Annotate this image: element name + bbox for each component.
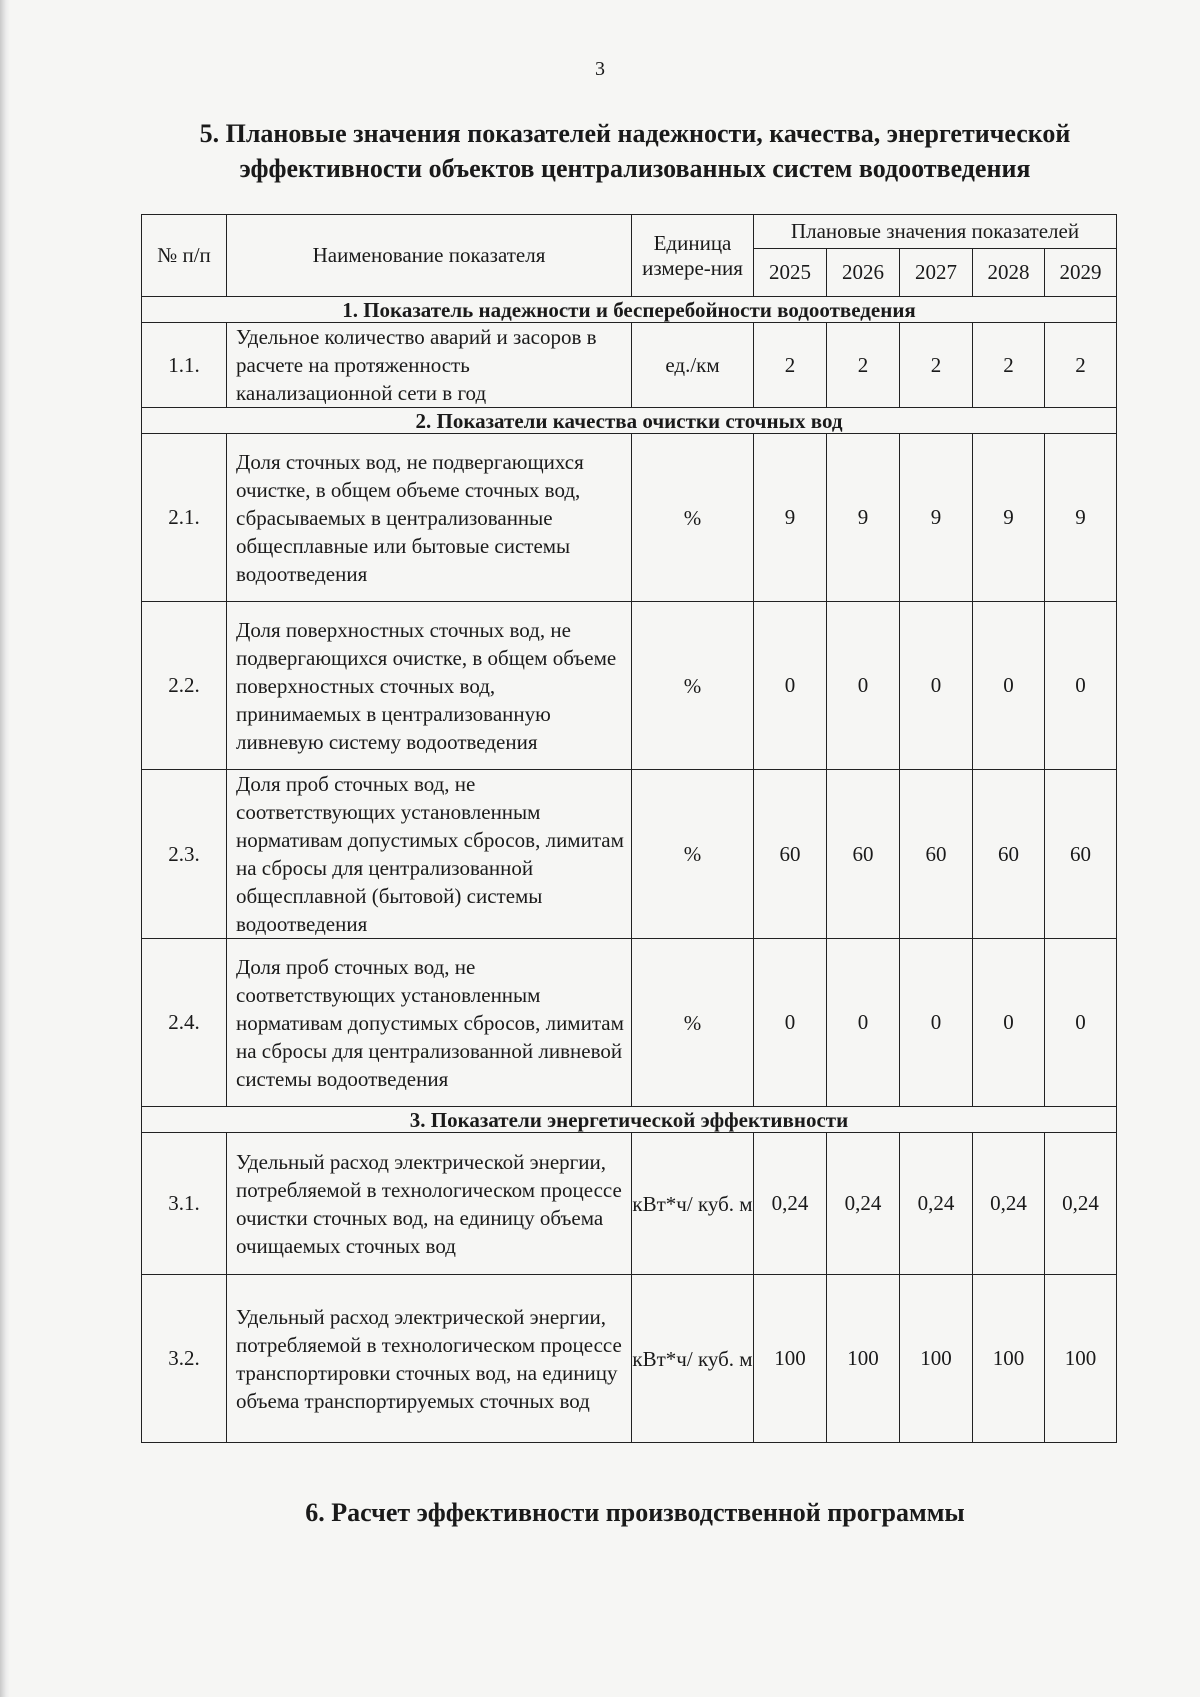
table-row	[142, 1275, 1117, 1443]
group-row-quality	[142, 408, 1117, 434]
row-name: Доля поверхностных сточных вод, не подвергающихся очистке, в общем объеме поверхностных сточных вод, принимаемых в централизованную ливневую систему водоотведения	[227, 602, 632, 770]
row-value: 60	[900, 770, 973, 939]
row-value: 0,24	[900, 1133, 973, 1275]
row-value: 60	[973, 770, 1045, 939]
header-name: Наименование показателя	[227, 215, 632, 297]
row-value: 60	[827, 770, 900, 939]
row-value: 0	[900, 939, 973, 1107]
header-year: 2025	[754, 249, 827, 297]
group-title: 2. Показатели качества очистки сточных вод	[142, 408, 1117, 434]
row-value: 2	[754, 323, 827, 408]
row-unit: %	[632, 939, 754, 1107]
row-num: 3.2.	[142, 1275, 227, 1443]
row-value: 9	[827, 434, 900, 602]
row-num: 1.1.	[142, 323, 227, 408]
section-5-title-line-1: 5. Плановые значения показателей надежности, качества, энергетической	[199, 119, 1071, 148]
section-6-title: 6. Расчет эффективности производственной программы	[305, 1498, 965, 1527]
header-unit: Единица измере-ния	[632, 215, 754, 297]
row-num: 2.3.	[142, 770, 227, 939]
table-row	[142, 323, 1117, 408]
row-num: 2.4.	[142, 939, 227, 1107]
row-value: 0	[973, 939, 1045, 1107]
row-value: 0	[900, 602, 973, 770]
group-row-reliability	[142, 297, 1117, 323]
row-value: 0	[754, 939, 827, 1107]
row-name: Доля проб сточных вод, не соответствующих установленным нормативам допустимых сбросов, лимитам на сбросы для централизованной ливневой системы водоотведения	[227, 939, 632, 1107]
row-value: 9	[754, 434, 827, 602]
row-unit: %	[632, 602, 754, 770]
row-value: 0	[973, 602, 1045, 770]
group-row-energy	[142, 1107, 1117, 1133]
row-value: 100	[1045, 1275, 1117, 1443]
group-title: 1. Показатель надежности и бесперебойности водоотведения	[142, 297, 1117, 323]
page-edge-shadow	[0, 0, 10, 1697]
row-value: 0	[1045, 602, 1117, 770]
row-value: 60	[1045, 770, 1117, 939]
row-num: 2.2.	[142, 602, 227, 770]
table-row	[142, 939, 1117, 1107]
row-value: 0,24	[827, 1133, 900, 1275]
row-value: 2	[1045, 323, 1117, 408]
row-value: 2	[827, 323, 900, 408]
row-value: 0	[1045, 939, 1117, 1107]
row-unit: кВт*ч/ куб. м	[632, 1275, 754, 1443]
section-5-title	[140, 116, 1130, 186]
header-year: 2028	[973, 249, 1045, 297]
row-name: Удельное количество аварий и засоров в расчете на протяженность канализационной сети в год	[227, 323, 632, 408]
row-name: Доля проб сточных вод, не соответствующих установленным нормативам допустимых сбросов, лимитам на сбросы для централизованной общесплавной (бытовой) системы водоотведения	[227, 770, 632, 939]
row-value: 0	[827, 602, 900, 770]
row-value: 100	[900, 1275, 973, 1443]
row-name: Доля сточных вод, не подвергающихся очистке, в общем объеме сточных вод, сбрасываемых в централизованные общесплавные или бытовые системы водоотведения	[227, 434, 632, 602]
row-value: 2	[900, 323, 973, 408]
row-value: 9	[900, 434, 973, 602]
header-year: 2026	[827, 249, 900, 297]
table-row	[142, 1133, 1117, 1275]
row-value: 9	[1045, 434, 1117, 602]
header-year: 2029	[1045, 249, 1117, 297]
row-num: 3.1.	[142, 1133, 227, 1275]
row-value: 60	[754, 770, 827, 939]
header-num: № п/п	[142, 215, 227, 297]
row-unit: кВт*ч/ куб. м	[632, 1133, 754, 1275]
header-year: 2027	[900, 249, 973, 297]
section-5-title-line-2: эффективности объектов централизованных систем водоотведения	[239, 154, 1031, 183]
header-plan-values: Плановые значения показателей	[754, 215, 1117, 249]
group-title: 3. Показатели энергетической эффективности	[142, 1107, 1117, 1133]
row-value: 100	[827, 1275, 900, 1443]
row-name: Удельный расход электрической энергии, потребляемой в технологическом процессе очистки сточных вод, на единицу объема очищаемых сточных вод	[227, 1133, 632, 1275]
row-unit: %	[632, 770, 754, 939]
table-row	[142, 434, 1117, 602]
row-value: 2	[973, 323, 1045, 408]
table-row	[142, 770, 1117, 939]
table-row	[142, 602, 1117, 770]
row-value: 0,24	[754, 1133, 827, 1275]
page-number: 3	[595, 58, 605, 80]
row-value: 0	[827, 939, 900, 1107]
row-value: 100	[973, 1275, 1045, 1443]
row-unit: ед./км	[632, 323, 754, 408]
row-unit: %	[632, 434, 754, 602]
row-value: 100	[754, 1275, 827, 1443]
row-value: 0,24	[1045, 1133, 1117, 1275]
indicators-table	[141, 214, 1117, 1443]
row-value: 0	[754, 602, 827, 770]
row-name: Удельный расход электрической энергии, потребляемой в технологическом процессе транспортировки сточных вод, на единицу объема транспортируемых сточных вод	[227, 1275, 632, 1443]
row-num: 2.1.	[142, 434, 227, 602]
row-value: 9	[973, 434, 1045, 602]
row-value: 0,24	[973, 1133, 1045, 1275]
